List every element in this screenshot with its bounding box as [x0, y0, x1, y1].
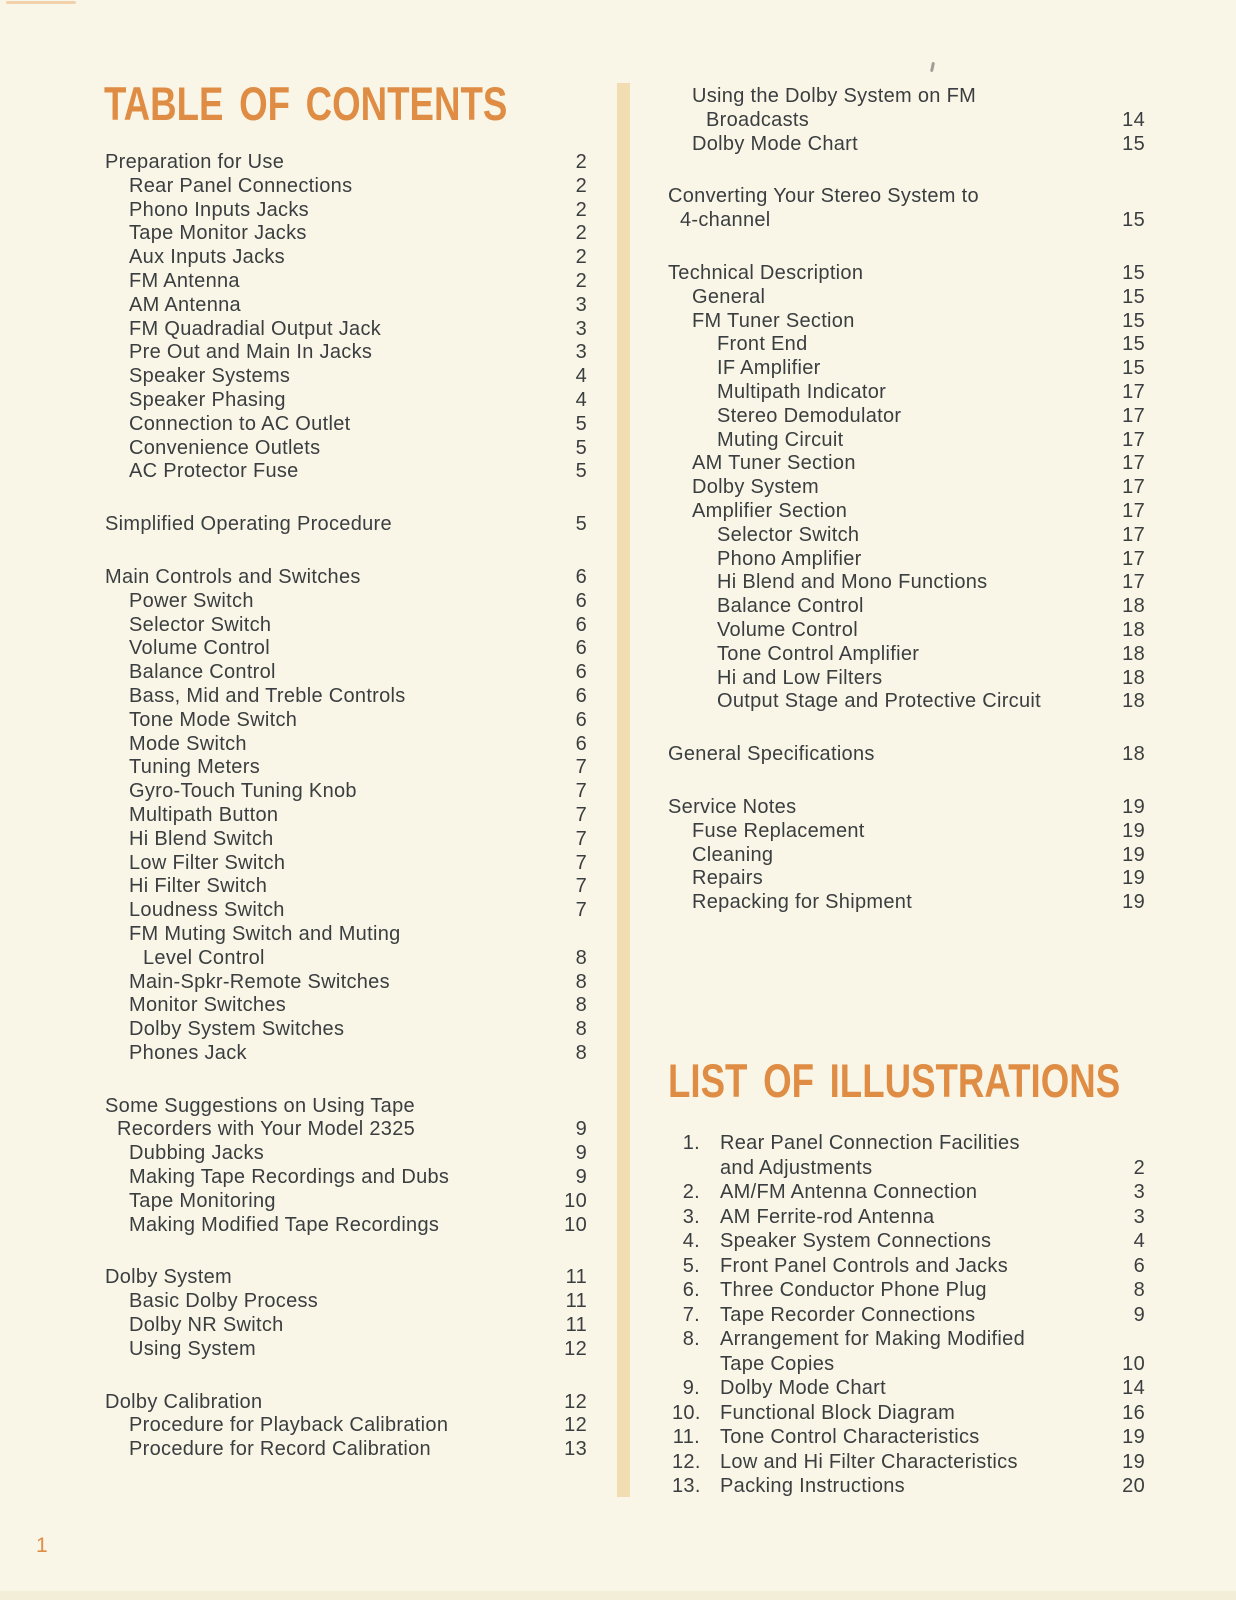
toc-entry-title: Basic Dolby Process: [129, 1290, 319, 1313]
toc-entry: [668, 548, 1145, 572]
toc-entry: [668, 796, 1145, 820]
toc-entry-page: 2: [575, 269, 587, 292]
toc-entry-title: Hi Filter Switch: [129, 875, 268, 898]
toc-entry-page: 14: [1122, 108, 1145, 131]
toc-entry: [105, 460, 587, 484]
toc-entry-title: Selector Switch: [129, 613, 272, 636]
toc-entry-title: Tape Monitoring: [129, 1189, 276, 1212]
illustration-number: 11.: [672, 1426, 700, 1448]
toc-entry: [668, 133, 1145, 157]
illustrations-list: [672, 1131, 1145, 1499]
toc-entry: [668, 85, 1145, 109]
illustration-number: 5.: [682, 1254, 700, 1277]
toc-entry-title: Mode Switch: [129, 732, 247, 755]
toc-entry-title: Convenience Outlets: [129, 436, 321, 459]
toc-entry-page: 2: [575, 246, 587, 269]
toc-entry-title: Using the Dolby System on FM: [692, 85, 977, 107]
toc-entry-page: 18: [1122, 642, 1145, 665]
toc-entry: [105, 875, 587, 899]
toc-entry-page: 19: [1122, 795, 1145, 818]
toc-entry-title: FM Quadradial Output Jack: [129, 317, 382, 340]
toc-entry-title: Repairs: [692, 867, 764, 890]
illustration-title: Speaker System Connections: [720, 1230, 992, 1252]
toc-entry-title: Level Control: [143, 946, 265, 969]
toc-entry-title: Connection to AC Outlet: [129, 412, 351, 435]
toc-entry-page: 7: [575, 756, 587, 779]
toc-entry-page: 6: [575, 565, 587, 588]
illustration-title: Front Panel Controls and Jacks: [720, 1254, 1009, 1277]
toc-entry: [105, 733, 587, 757]
toc-entry: [105, 780, 587, 804]
illustration-entry: [672, 1425, 1145, 1450]
toc-entry-page: 17: [1122, 499, 1145, 522]
toc-entry-title: Balance Control: [717, 595, 864, 618]
toc-entry-page: 7: [575, 875, 587, 898]
toc-entry-title: Making Modified Tape Recordings: [129, 1213, 440, 1236]
toc-entry-page: 3: [575, 341, 587, 364]
toc-entry: [105, 199, 587, 223]
illustration-page: 14: [1122, 1377, 1145, 1399]
toc-entry: [668, 891, 1145, 915]
toc-entry: [668, 109, 1145, 133]
toc-entry: [668, 500, 1145, 524]
toc-entry-page: 8: [575, 1041, 587, 1064]
toc-entry-page: 6: [575, 613, 587, 636]
toc-entry: [105, 1190, 587, 1214]
toc-entry: [105, 270, 587, 294]
illustration-page: 3: [1133, 1205, 1145, 1228]
toc-entry-title: 4-channel: [680, 209, 771, 232]
toc-entry-page: 7: [575, 851, 587, 874]
toc-entry: [105, 1266, 587, 1290]
illustration-title: Functional Block Diagram: [720, 1401, 956, 1424]
toc-entry-page: 2: [575, 151, 587, 173]
toc-entry: [668, 262, 1145, 286]
toc-entry-page: 18: [1122, 690, 1145, 713]
toc-entry-title: AM Antenna: [129, 293, 241, 316]
illustration-entry: [672, 1156, 1145, 1181]
toc-entry: [105, 1166, 587, 1190]
toc-entry: [668, 820, 1145, 844]
toc-entry-page: 5: [575, 513, 587, 536]
illustration-title: Arrangement for Making Modified: [720, 1328, 1025, 1350]
toc-entry-title: Dolby NR Switch: [129, 1314, 284, 1337]
toc-entry-page: 6: [575, 637, 587, 660]
column-divider-rule: [617, 83, 630, 1497]
toc-entry-title: Tone Mode Switch: [129, 708, 298, 731]
toc-entry-page: 17: [1122, 404, 1145, 427]
toc-entry-page: 11: [565, 1290, 587, 1313]
toc-entry-page: 17: [1122, 452, 1145, 475]
toc-entry-title: Speaker Phasing: [129, 388, 286, 411]
toc-left-column: [105, 151, 587, 1462]
toc-entry: [668, 524, 1145, 548]
toc-entry-page: 15: [1122, 209, 1145, 232]
toc-entry: [105, 971, 587, 995]
toc-entry-title: FM Antenna: [129, 269, 240, 292]
toc-entry: [668, 595, 1145, 619]
toc-entry-title: Fuse Replacement: [692, 819, 865, 842]
illustration-entry: [672, 1376, 1145, 1401]
toc-entry-page: 18: [1122, 743, 1145, 766]
toc-entry-title: Preparation for Use: [105, 151, 285, 173]
toc-entry: [105, 1314, 587, 1338]
toc-entry-title: Rear Panel Connections: [129, 174, 353, 197]
illustration-title: Packing Instructions: [720, 1475, 905, 1497]
toc-entry-title: Broadcasts: [706, 108, 810, 131]
toc-entry-title: Multipath Button: [129, 803, 279, 826]
toc-entry-page: 17: [1122, 571, 1145, 594]
toc-entry: [668, 476, 1145, 500]
illustration-title: AM Ferrite-rod Antenna: [720, 1205, 935, 1228]
illustration-number: 12.: [672, 1450, 701, 1473]
toc-entry-page: 7: [575, 827, 587, 850]
toc-entry-title: Volume Control: [717, 618, 858, 641]
toc-entry: [668, 452, 1145, 476]
illustration-title: AM/FM Antenna Connection: [720, 1181, 978, 1203]
toc-entry-page: 11: [565, 1314, 587, 1337]
illustration-page: 19: [1122, 1426, 1145, 1448]
toc-entry: [668, 743, 1145, 767]
toc-entry-page: 4: [575, 365, 587, 388]
toc-heading: TABLE OF CONTENTS: [104, 77, 508, 130]
illustration-page: 9: [1133, 1303, 1145, 1326]
toc-entry-title: Making Tape Recordings and Dubs: [129, 1166, 450, 1189]
toc-entry-page: 6: [575, 589, 587, 612]
toc-entry: [105, 804, 587, 828]
toc-entry-page: 7: [575, 780, 587, 803]
toc-entry-page: 15: [1122, 309, 1145, 332]
toc-entry-title: Simplified Operating Procedure: [105, 513, 392, 536]
illustration-number: 1.: [682, 1132, 700, 1154]
toc-entry: [668, 667, 1145, 691]
toc-entry-page: 15: [1122, 357, 1145, 380]
illustration-entry: [672, 1229, 1145, 1254]
toc-entry-title: FM Muting Switch and Muting: [129, 922, 401, 945]
illustration-number: 7.: [682, 1303, 700, 1326]
toc-entry: [105, 1042, 587, 1066]
toc-entry-title: Procedure for Playback Calibration: [129, 1414, 449, 1437]
toc-entry-page: 8: [575, 946, 587, 969]
toc-entry: [105, 222, 587, 246]
illustration-number: 8.: [682, 1328, 700, 1350]
illustration-number: 2.: [682, 1181, 700, 1203]
illustration-page: 3: [1133, 1181, 1145, 1203]
illustration-page: 19: [1122, 1450, 1145, 1473]
toc-entry: [668, 429, 1145, 453]
toc-entry-title: Phono Amplifier: [717, 547, 862, 570]
toc-entry-page: 15: [1122, 333, 1145, 356]
toc-entry-title: Phones Jack: [129, 1041, 247, 1064]
toc-entry: [105, 437, 587, 461]
toc-entry: [105, 947, 587, 971]
toc-entry-title: Gyro-Touch Tuning Knob: [129, 780, 357, 803]
toc-entry-page: 17: [1122, 523, 1145, 546]
toc-entry: [105, 294, 587, 318]
toc-entry-page: 18: [1122, 666, 1145, 689]
scan-top-smudge: [6, 1, 76, 4]
toc-entry-title: Hi Blend Switch: [129, 827, 274, 850]
toc-entry: [105, 685, 587, 709]
toc-entry-page: 18: [1122, 595, 1145, 618]
illustration-number: 4.: [682, 1230, 700, 1252]
toc-entry-page: 2: [575, 174, 587, 197]
toc-entry: [105, 1338, 587, 1362]
toc-entry: [105, 151, 587, 175]
toc-entry-page: 19: [1122, 891, 1145, 914]
illustration-title: Tape Copies: [720, 1352, 835, 1375]
toc-entry-title: Technical Description: [668, 261, 864, 284]
toc-entry: [105, 923, 587, 947]
toc-entry-page: 2: [575, 222, 587, 245]
scan-bottom-edge: [0, 1591, 1236, 1600]
illustration-page: 20: [1122, 1475, 1145, 1497]
toc-entry: [668, 867, 1145, 891]
toc-entry: [105, 566, 587, 590]
toc-entry: [105, 389, 587, 413]
illustration-entry: [672, 1352, 1145, 1377]
illustration-number: 13.: [672, 1475, 701, 1497]
illustration-page: 2: [1133, 1156, 1145, 1179]
toc-entry-title: General: [692, 285, 766, 308]
toc-entry: [668, 643, 1145, 667]
illustration-entry: [672, 1450, 1145, 1475]
toc-entry-page: 10: [564, 1189, 587, 1212]
toc-entry-title: Power Switch: [129, 589, 254, 612]
toc-entry-title: Dolby Calibration: [105, 1390, 263, 1413]
toc-entry-title: Some Suggestions on Using Tape: [105, 1094, 415, 1117]
illustration-entry: [672, 1205, 1145, 1230]
illustration-entry: [672, 1278, 1145, 1303]
illustration-page: 6: [1133, 1254, 1145, 1277]
illustration-page: 16: [1122, 1401, 1145, 1424]
toc-entry-title: Front End: [717, 333, 808, 356]
toc-entry: [668, 690, 1145, 714]
toc-entry-page: 15: [1122, 261, 1145, 284]
illustration-title: Tone Control Characteristics: [720, 1426, 980, 1448]
toc-entry-page: 19: [1122, 819, 1145, 842]
toc-entry-page: 6: [575, 708, 587, 731]
toc-entry-page: 17: [1122, 476, 1145, 499]
toc-entry: [105, 994, 587, 1018]
toc-entry-page: 12: [564, 1337, 587, 1360]
toc-entry: [105, 1142, 587, 1166]
toc-entry: [668, 333, 1145, 357]
toc-entry-page: 18: [1122, 618, 1145, 641]
toc-entry-title: AM Tuner Section: [692, 452, 856, 475]
toc-right-column: [668, 85, 1145, 915]
toc-entry: [668, 209, 1145, 233]
toc-entry: [668, 844, 1145, 868]
toc-entry: [105, 1290, 587, 1314]
toc-entry-title: Dolby System: [692, 476, 819, 499]
toc-entry-title: Phono Inputs Jacks: [129, 198, 309, 221]
toc-entry-page: 17: [1122, 547, 1145, 570]
toc-entry-title: Pre Out and Main In Jacks: [129, 341, 373, 364]
toc-entry: [105, 341, 587, 365]
toc-entry-page: 12: [564, 1414, 587, 1437]
toc-entry-page: 8: [575, 994, 587, 1017]
toc-entry-page: 6: [575, 732, 587, 755]
toc-entry-title: AC Protector Fuse: [129, 460, 299, 483]
page-number: 1: [36, 1534, 48, 1557]
illustration-title: Dolby Mode Chart: [720, 1377, 886, 1399]
toc-entry: [105, 175, 587, 199]
illustration-title: Tape Recorder Connections: [720, 1303, 976, 1326]
toc-entry-title: Recorders with Your Model 2325: [117, 1118, 416, 1141]
toc-entry-page: 3: [575, 317, 587, 340]
toc-entry: [105, 513, 587, 537]
toc-entry-title: Procedure for Record Calibration: [129, 1438, 431, 1461]
illustration-entry: [672, 1180, 1145, 1205]
illustration-title: and Adjustments: [720, 1156, 873, 1179]
toc-entry-page: 8: [575, 1018, 587, 1041]
toc-entry: [668, 571, 1145, 595]
illustration-number: 9.: [682, 1377, 700, 1399]
toc-entry: [668, 357, 1145, 381]
toc-entry: [668, 185, 1145, 209]
illustration-entry: [672, 1131, 1145, 1156]
toc-entry: [668, 619, 1145, 643]
toc-entry: [105, 413, 587, 437]
toc-entry-page: 13: [564, 1438, 587, 1461]
toc-entry-page: 3: [575, 293, 587, 316]
toc-entry: [105, 365, 587, 389]
toc-entry: [668, 286, 1145, 310]
toc-entry-page: 4: [575, 388, 587, 411]
toc-entry-title: Dubbing Jacks: [129, 1142, 265, 1165]
toc-entry-page: 5: [575, 460, 587, 483]
toc-entry: [105, 1118, 587, 1142]
toc-entry-page: 11: [565, 1266, 587, 1289]
toc-entry-title: Balance Control: [129, 661, 276, 684]
toc-entry-title: Hi Blend and Mono Functions: [717, 571, 988, 594]
toc-entry-page: 5: [575, 436, 587, 459]
illustration-number: 6.: [682, 1279, 700, 1301]
toc-entry-page: 17: [1122, 380, 1145, 403]
toc-entry-title: Monitor Switches: [129, 994, 287, 1017]
toc-entry-page: 15: [1122, 285, 1145, 308]
toc-entry-page: 19: [1122, 867, 1145, 890]
toc-entry-page: 6: [575, 661, 587, 684]
illustration-title: Low and Hi Filter Characteristics: [720, 1450, 1018, 1473]
toc-entry: [105, 828, 587, 852]
toc-entry: [105, 614, 587, 638]
toc-entry-title: Bass, Mid and Treble Controls: [129, 684, 406, 707]
scan-speck: [930, 62, 935, 72]
toc-entry: [105, 899, 587, 923]
illustration-number: 10.: [672, 1401, 701, 1424]
toc-entry: [105, 661, 587, 685]
toc-entry-page: 7: [575, 803, 587, 826]
toc-entry-title: Multipath Indicator: [717, 380, 887, 403]
toc-entry-page: 6: [575, 684, 587, 707]
toc-entry: [668, 381, 1145, 405]
toc-entry: [105, 1391, 587, 1415]
illustration-entry: [672, 1474, 1145, 1499]
toc-entry-title: Aux Inputs Jacks: [129, 246, 285, 269]
illustration-page: 4: [1133, 1230, 1145, 1252]
toc-entry: [105, 1438, 587, 1462]
toc-entry-title: Dolby System: [105, 1266, 232, 1289]
toc-entry-page: 10: [564, 1213, 587, 1236]
toc-entry-title: Main-Spkr-Remote Switches: [129, 970, 390, 993]
toc-entry: [105, 246, 587, 270]
toc-entry: [105, 1214, 587, 1238]
toc-entry-title: Converting Your Stereo System to: [668, 185, 979, 208]
illustration-entry: [672, 1401, 1145, 1426]
toc-entry-title: Stereo Demodulator: [717, 404, 902, 427]
toc-entry-page: 19: [1122, 843, 1145, 866]
illustration-page: 10: [1122, 1352, 1145, 1375]
toc-entry-title: Muting Circuit: [717, 428, 844, 451]
toc-entry-page: 12: [564, 1390, 587, 1413]
toc-entry-page: 9: [575, 1118, 587, 1141]
illustration-number: 3.: [682, 1205, 700, 1228]
toc-entry-title: Tone Control Amplifier: [717, 642, 920, 665]
toc-entry-title: Volume Control: [129, 637, 270, 660]
toc-entry: [668, 310, 1145, 334]
toc-entry: [105, 318, 587, 342]
toc-entry: [105, 756, 587, 780]
toc-entry-title: Output Stage and Protective Circuit: [717, 690, 1041, 713]
toc-entry-title: Repacking for Shipment: [692, 891, 913, 914]
toc-entry-page: 9: [575, 1142, 587, 1165]
toc-entry-title: Speaker Systems: [129, 365, 291, 388]
illustration-entry: [672, 1303, 1145, 1328]
toc-entry-title: Loudness Switch: [129, 899, 285, 922]
toc-entry-page: 8: [575, 970, 587, 993]
toc-entry: [105, 1414, 587, 1438]
illustration-entry: [672, 1327, 1145, 1352]
toc-entry-title: Tape Monitor Jacks: [129, 222, 307, 245]
toc-entry-title: IF Amplifier: [717, 357, 821, 380]
illustration-page: 8: [1133, 1279, 1145, 1301]
toc-entry-title: Tuning Meters: [129, 756, 260, 779]
toc-entry-title: General Specifications: [668, 743, 875, 766]
toc-entry: [105, 852, 587, 876]
toc-entry: [105, 1018, 587, 1042]
illustration-title: Three Conductor Phone Plug: [720, 1279, 987, 1301]
toc-entry-page: 5: [575, 412, 587, 435]
illustration-entry: [672, 1254, 1145, 1279]
toc-entry-title: FM Tuner Section: [692, 309, 855, 332]
toc-entry: [105, 590, 587, 614]
toc-entry-title: Service Notes: [668, 795, 797, 818]
toc-entry-title: Selector Switch: [717, 523, 860, 546]
toc-entry-title: Amplifier Section: [692, 499, 848, 522]
toc-entry: [668, 405, 1145, 429]
toc-entry: [105, 709, 587, 733]
toc-entry-page: 17: [1122, 428, 1145, 451]
toc-entry-title: Hi and Low Filters: [717, 666, 883, 689]
toc-entry-page: 7: [575, 899, 587, 922]
toc-entry-page: 2: [575, 198, 587, 221]
illustration-title: Rear Panel Connection Facilities: [720, 1132, 1020, 1154]
toc-entry-title: Using System: [129, 1337, 256, 1360]
toc-entry-title: Dolby System Switches: [129, 1018, 345, 1041]
toc-entry: [105, 637, 587, 661]
toc-entry: [105, 1095, 587, 1119]
toc-entry-title: Low Filter Switch: [129, 851, 286, 874]
toc-entry-title: Dolby Mode Chart: [692, 132, 858, 155]
toc-entry-page: 15: [1122, 132, 1145, 155]
toc-entry-title: Cleaning: [692, 843, 774, 866]
toc-entry-title: Main Controls and Switches: [105, 565, 361, 588]
toc-entry-page: 9: [575, 1166, 587, 1189]
illustrations-heading: LIST OF ILLUSTRATIONS: [668, 1054, 1121, 1107]
